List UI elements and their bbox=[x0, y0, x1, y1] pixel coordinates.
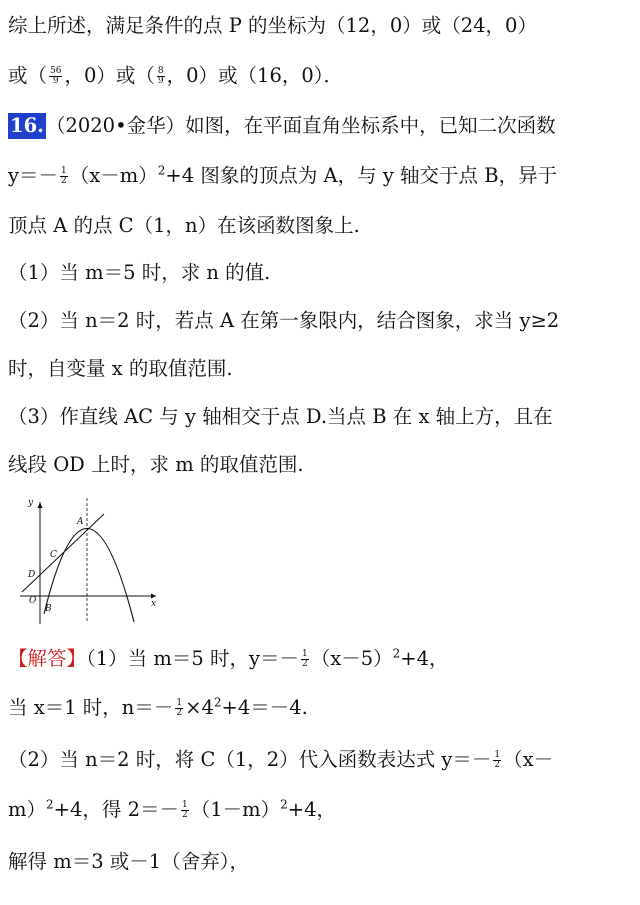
text-line-8: 时，自变量 x 的取值范围. bbox=[8, 357, 233, 380]
text-line-4: y＝－ $\frac{1}{2}$ $(x-m)^2+4$ 图象的顶点为 A，与 y 轴交于点 B，异于 bbox=[8, 163, 558, 187]
answer-line-1: 【解答】（1）当 m＝5 时，y＝－ $\frac{1}{2}$ $(x-5)^2+4$， bbox=[8, 646, 449, 670]
fraction-56-9: $\frac{56}{9}$ bbox=[50, 66, 62, 86]
question-part-1: （1）当 m＝5 时，求 n 的值. bbox=[8, 261, 271, 284]
label-o: O bbox=[29, 596, 37, 606]
parabola-figure bbox=[14, 492, 164, 632]
answer-tag: 【解答】 bbox=[8, 647, 87, 670]
text-line-2: 或（ $\frac{56}{9}$ ，0）或（ $\frac{8}{9}$ ，0）或（16，0）． bbox=[8, 64, 344, 87]
label-d: D bbox=[28, 570, 36, 580]
parabola-curve bbox=[44, 528, 134, 622]
y-axis-arrow bbox=[38, 502, 43, 508]
label-b: B bbox=[45, 604, 52, 614]
text-line-5: 顶点 A 的点 C（1，n）在该函数图象上. bbox=[8, 214, 360, 237]
question-part-3: （3）作直线 AC 与 y 轴相交于点 D.当点 B 在 x 轴上方，且在 bbox=[8, 405, 553, 428]
fraction-1-2: $\frac{1}{2}$ bbox=[61, 166, 67, 186]
label-y: y bbox=[28, 498, 34, 508]
text-line-10: 线段 OD 上时，求 m 的取值范围. bbox=[8, 453, 304, 476]
text-line-1: 综上所述，满足条件的点 P 的坐标为（12，0）或（24，0） bbox=[8, 14, 537, 37]
answer-line-2: 当 x＝1 时，n＝－ $\frac{1}{2}$ $\times 4^2+4=-4$. bbox=[8, 695, 308, 719]
x-axis-arrow bbox=[151, 594, 156, 599]
line-ac bbox=[22, 514, 104, 592]
fraction-8-9: $\frac{8}{9}$ bbox=[157, 66, 164, 86]
answer-line-5: 解得 m＝3 或－1（舍弃）， bbox=[8, 850, 249, 873]
label-c: C bbox=[50, 550, 57, 560]
question-heading-line: 16. （2020•金华）如图，在平面直角坐标系中，已知二次函数 bbox=[10, 114, 556, 137]
label-a: A bbox=[77, 517, 84, 527]
question-part-2: （2）当 n＝2 时，若点 A 在第一象限内，结合图象，求当 y≥2 bbox=[8, 309, 560, 332]
label-x: x bbox=[151, 599, 157, 609]
answer-line-3: （2）当 n＝2 时，将 C（1，2）代入函数表达式 y＝－ $\frac{1}{2}$ （x－ bbox=[8, 748, 554, 771]
question-number-badge: 16. bbox=[10, 114, 44, 137]
answer-line-4: m）$^2$+4，得 2＝－ $\frac{1}{2}$ $(1-m)^2+4$， bbox=[8, 797, 337, 821]
